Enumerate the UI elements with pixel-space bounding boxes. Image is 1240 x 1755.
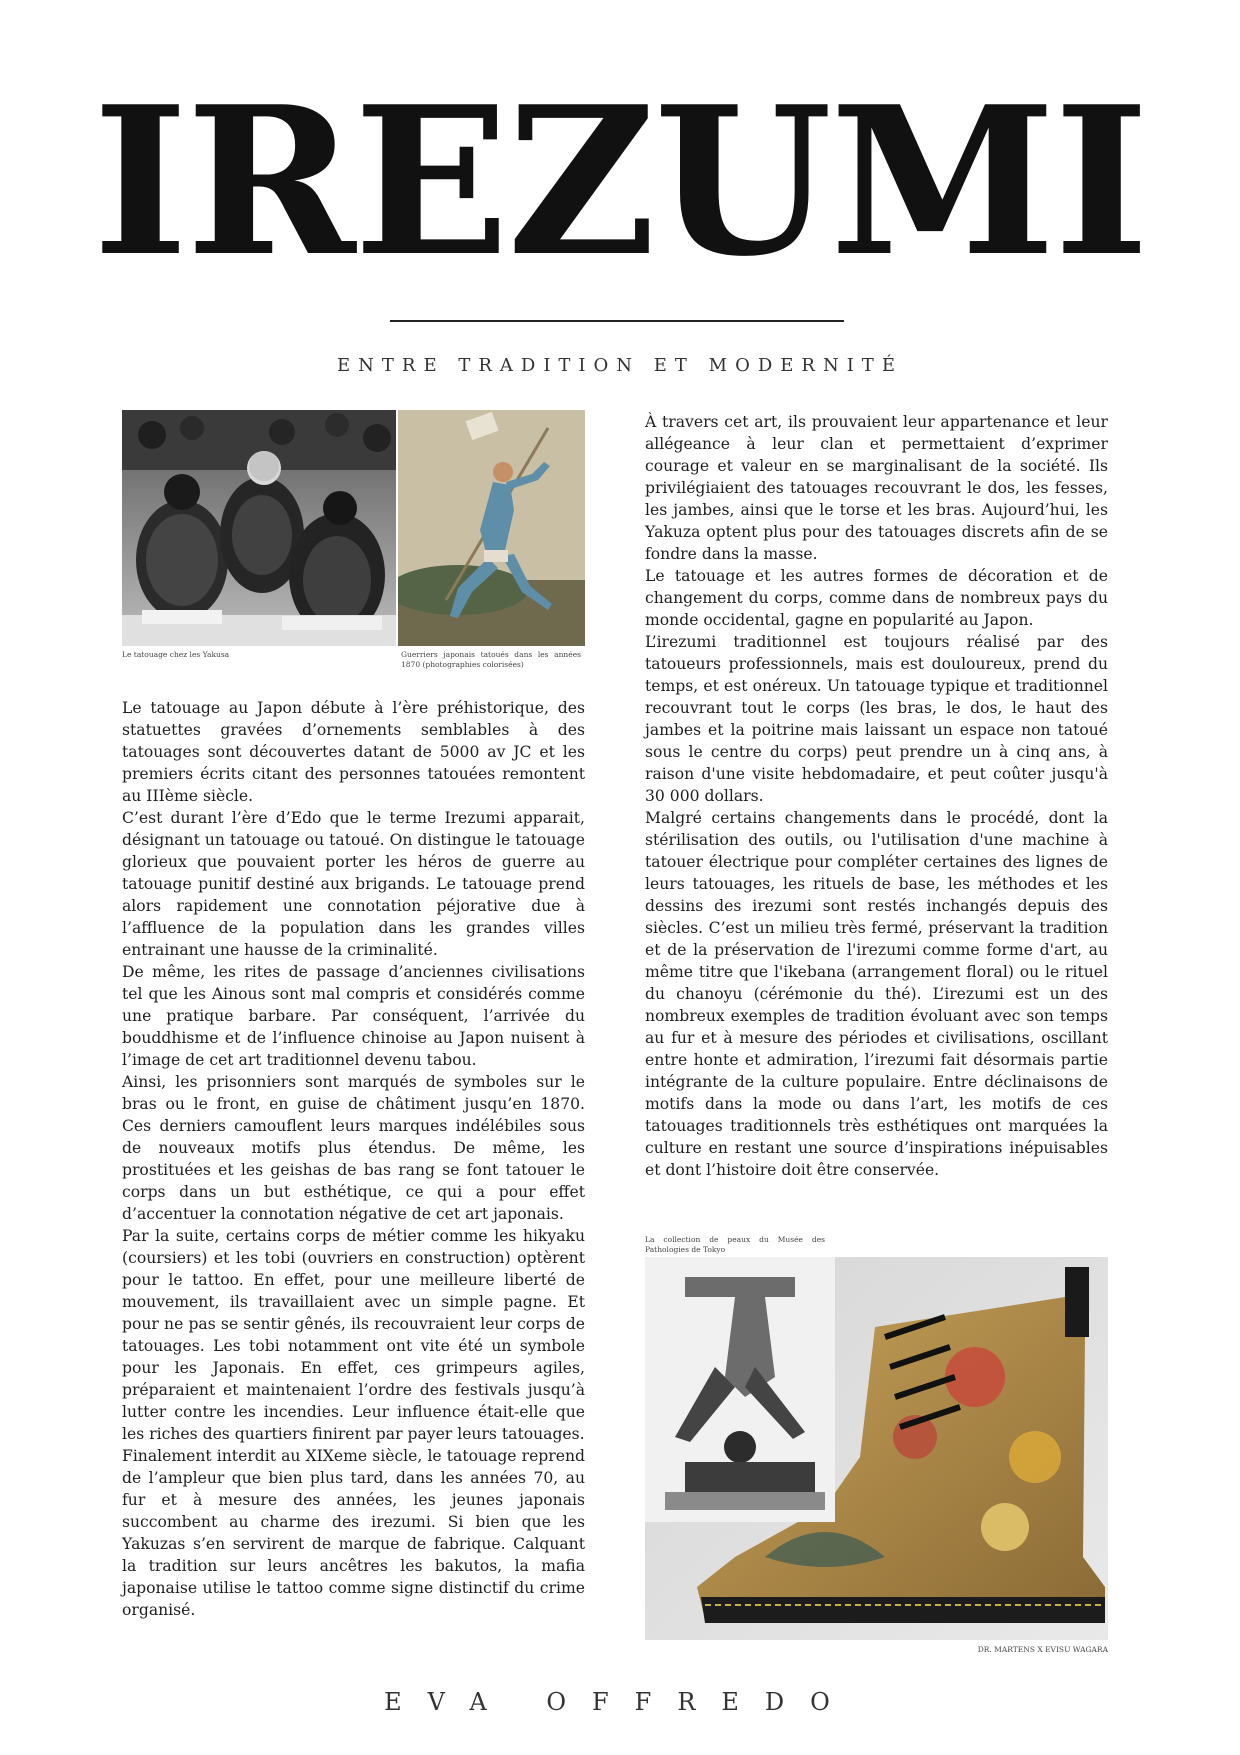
author-name: EVA OFFREDO [384, 1688, 856, 1716]
right-text-column [645, 411, 1108, 1181]
paragraph: Ainsi, les prisonniers sont marqués de symboles sur le bras ou le front, en guise de châtiment jusqu’en 1870. Ces derniers camouflent leurs marques indélébiles sous de nouveaux motifs plus étendus. De même, les prostituées et les geishas de bas rang se font tatouer le corps dans un but esthétique, ce qui a pour effet d’accentuer la connotation négative de cet art japonais. [122, 1073, 585, 1223]
paragraph: Le tatouage au Japon débute à l’ère préhistorique, des statuettes gravées d’ornements semblables à des tatouages sont découvertes datant de 5000 av JC et les premiers écrits citant des personnes tatouées remontent au IIIème siècle. [122, 699, 585, 805]
paragraph: De même, les rites de passage d’anciennes civilisations tel que les Ainous sont mal compris et considérés comme une pratique barbare. Par conséquent, l’arrivée du bouddhisme et de l’influence chinoise au Japon nuisent à l’image de cet art traditionnel devenu tabou. [122, 963, 585, 1069]
paragraph: C’est durant l’ère d’Edo que le terme Irezumi apparait, désignant un tatouage ou tatoué. On distingue le tatouage glorieux que pouvaient porter les héros de guerre au tatouage punitif destiné aux brigands. Le tatouage prend alors rapidement une connotation péjorative due à l’affluence de la population dans les grandes villes entrainant une hausse de la criminalité. [122, 809, 585, 959]
paragraph: L’irezumi traditionnel est toujours réalisé par des tatoueurs professionnels, mais est douloureux, prend du temps, et est onéreux. Un tatouage typique et traditionnel recouvrant tout le corps (les bras, le dos, le haut des jambes et la poitrine mais laissant un espace non tatoué sous le centre du corps) peut prendre un à cinq ans, à raison d'une visite hebdomadaire, et peut coûter jusqu'à 30 000 dollars. [645, 633, 1108, 805]
warrior-photo-caption: Guerriers japonais tatoués dans les années 1870 (photographies colorisées) [401, 650, 581, 669]
boot-photo [645, 1257, 1108, 1640]
paragraph: Finalement interdit au XIXeme siècle, le tatouage reprend de l’ampleur que bien plus tard, dans les années 70, au fur et à mesure des années, les jeunes japonais succombent au charme des irezumi. Si bien que les Yakuzas s’en servirent de marque de fabrique. Calquant la tradition sur leurs ancêtres les bakutos, la mafia japonaise utilise le tattoo comme signe distinctif du crime organisé. [122, 1447, 585, 1619]
museum-photo-caption: La collection de peaux du Musée des Pathologies de Tokyo [645, 1235, 825, 1254]
paragraph: À travers cet art, ils prouvaient leur appartenance et leur allégeance à leur clan et permettaient d’exprimer courage et valeur en se marginalisant de la société. Ils privilégiaient des tatouages recouvrant le dos, les fesses, les jambes, ainsi que le torse et les bras. Aujourd’hui, les Yakuza optent plus pour des tatouages discrets afin de se fondre dans la masse. [645, 413, 1108, 563]
page-subtitle: ENTRE TRADITION ET MODERNITÉ [337, 355, 903, 376]
title-divider [390, 320, 844, 322]
paragraph: Par la suite, certains corps de métier comme les hikyaku (coursiers) et les tobi (ouvriers en construction) optèrent pour le tattoo. En effet, pour une meilleure liberté de mouvement, ils travaillaient avec un simple pagne. Et pour ne pas se sentir gênés, ils recouvraient leur corps de tatouages. Les tobi notamment ont vite été un symbole pour les Japonais. En effet, ces grimpeurs agiles, préparaient et maintenaient l’ordre des festivals jusqu’à lutter contre les incendies. Leur influence était-elle que les riches des quartiers finirent par payer leurs tatouages. [122, 1227, 585, 1443]
boot-photo-caption: DR. MARTENS X EVISU WAGARA [977, 1645, 1108, 1654]
page-title: IREZUMI [92, 62, 1148, 302]
yakuza-photo [122, 410, 396, 646]
paragraph: Malgré certains changements dans le procédé, dont la stérilisation des outils, ou l'utilisation d'une machine à tatouer électrique pour compléter certaines des lignes de leurs tatouages, les rituels de base, les méthodes et les dessins des irezumi sont restés inchangés depuis des siècles. C’est un milieu très fermé, préservant la tradition et de la préservation de l'irezumi comme forme d'art, au même titre que l'ikebana (arrangement floral) ou le rituel du chanoyu (cérémonie du thé). L’irezumi est un des nombreux exemples de tradition évoluant avec son temps au fur et à mesure des périodes et civilisations, oscillant entre honte et admiration, l’irezumi fait désormais partie intégrante de la culture populaire. Entre déclinaisons de motifs dans la mode ou dans l’art, les motifs de ces tatouages traditionnels très esthétiques ont marquées la culture en restant une source d’inspirations inépuisables et dont l’histoire doit être conservée. [645, 809, 1108, 1179]
warrior-photo [398, 410, 585, 646]
left-text-column [122, 697, 585, 1621]
yakuza-photo-caption: Le tatouage chez les Yakusa [122, 650, 230, 659]
paragraph: Le tatouage et les autres formes de décoration et de changement du corps, comme dans de nombreux pays du monde occidental, gagne en popularité au Japon. [645, 567, 1108, 629]
